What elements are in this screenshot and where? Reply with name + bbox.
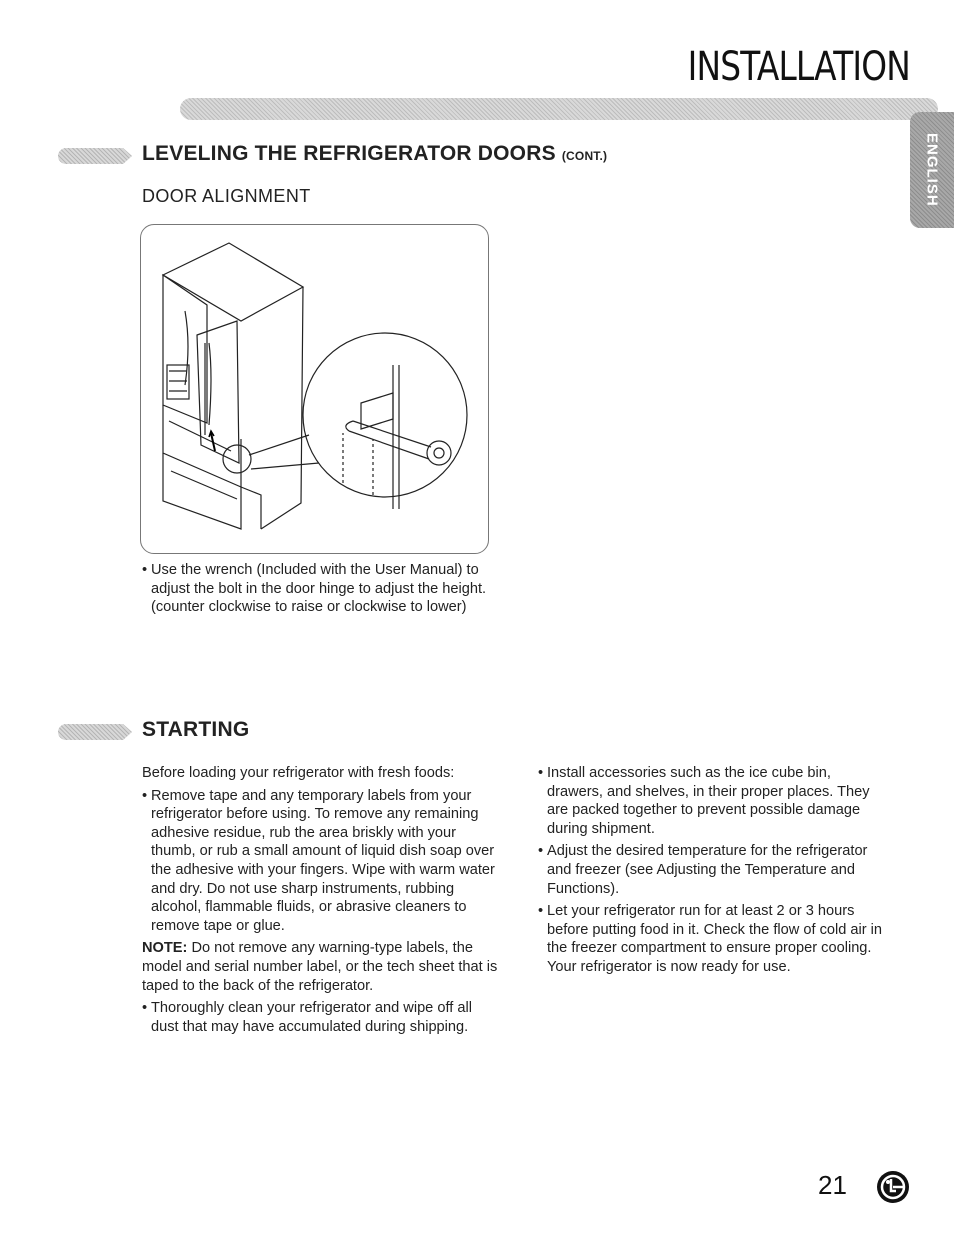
header-bar: [180, 98, 938, 120]
page-number: 21: [818, 1170, 847, 1200]
note-paragraph: [142, 939, 502, 995]
note-label: NOTE:: [142, 940, 188, 957]
door-alignment-heading: DOOR ALIGNMENT: [142, 186, 311, 206]
door-alignment-illustration: [140, 224, 489, 554]
list-item: • Install accessories such as the ice cube bin, drawers, and shelves, in their proper places. They are packed together to prevent possible damage during shipment.: [538, 764, 888, 838]
list-item: • Adjust the desired temperature for the refrigerator and freezer (see Adjusting the Temperature and Functions).: [538, 842, 888, 898]
starting-right-column: [538, 764, 888, 981]
leveling-title: LEVELING THE REFRIGERATOR DOORS: [142, 142, 556, 165]
list-item: • Remove tape and any temporary labels from your refrigerator before using. To remove any remaining adhesive residue, rub the area briskly with your thumb, or rub a small amount of liquid dish soap over the adhesive with your fingers. Wipe with warm water and dry. Do not use sharp instruments, rubbing alcohol, flammable fluids, or abrasive cleaners to remove tape or glue.: [142, 787, 502, 936]
page-title: INSTALLATION: [687, 44, 910, 90]
leveling-instructions: [142, 561, 492, 621]
starting-left-column: [142, 764, 502, 1040]
refrigerator-wrench-drawing: [141, 225, 488, 553]
leveling-title-suffix: (CONT.): [561, 149, 608, 163]
starting-section-title: STARTING: [142, 718, 250, 741]
leveling-section-title: [142, 142, 607, 166]
language-tab: [910, 112, 954, 228]
note-text: Do not remove any warning-type labels, the model and serial number label, or the tech sheet that is taped to the back of the refrigerator.: [142, 940, 498, 994]
lg-logo-icon: [876, 1170, 910, 1204]
starting-intro: Before loading your refrigerator with fresh foods:: [142, 765, 455, 781]
list-item: • Thoroughly clean your refrigerator and wipe off all dust that may have accumulated during shipping.: [142, 999, 502, 1036]
section-marker: [58, 148, 132, 164]
list-item: • Use the wrench (Included with the User Manual) to adjust the bolt in the door hinge to adjust the height. (counter clockwise to raise or clockwise to lower): [142, 561, 492, 617]
section-marker: [58, 724, 132, 740]
language-tab-label: ENGLISH: [923, 133, 941, 207]
list-item: • Let your refrigerator run for at least 2 or 3 hours before putting food in it. Check the flow of cold air in the freezer compartment to ensure proper cooling. Your refrigerator is now ready for use.: [538, 902, 888, 976]
